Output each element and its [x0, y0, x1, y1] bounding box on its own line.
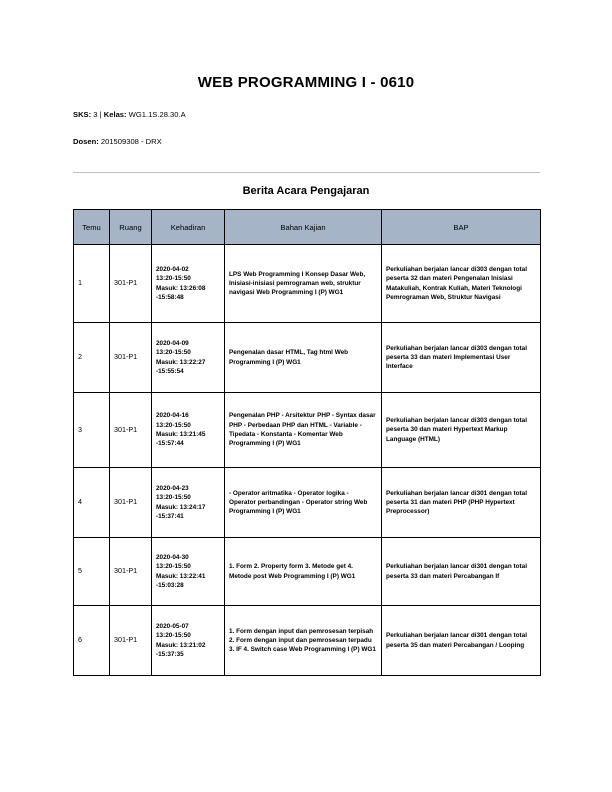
cell-bap: Perkuliahan berjalan lancar di303 dengan total peserta 30 dan materi Hypertext Markup Language (HTML) — [382, 393, 541, 468]
cell-bap: Perkuliahan berjalan lancar di301 dengan total peserta 33 dan materi Percabangan If — [382, 538, 541, 606]
cell-bap: Perkuliahan berjalan lancar di301 dengan total peserta 31 dan materi PHP (PHP Hypertext Preprocessor) — [382, 468, 541, 538]
kehadiran-line: Masuk: 13:24:17 — [156, 503, 206, 511]
kehadiran-line: -15:58:48 — [156, 293, 184, 301]
cell-ruang: 301-P1 — [110, 468, 152, 538]
dosen-value: 201509308 - DRX — [100, 137, 162, 146]
sks-label: SKS: — [73, 110, 92, 119]
cell-temu: 2 — [74, 323, 110, 393]
table-row — [74, 323, 541, 393]
cell-temu: 1 — [74, 245, 110, 323]
kehadiran-line: Masuk: 13:22:27 — [156, 358, 206, 366]
header-bap: BAP — [382, 210, 541, 245]
header-temu: Temu — [74, 210, 110, 245]
cell-bap: Perkuliahan berjalan lancar di301 dengan total peserta 35 dan materi Percabangan / Looping — [382, 606, 541, 676]
cell-ruang: 301-P1 — [110, 245, 152, 323]
header-kehadiran: Kehadiran — [152, 210, 225, 245]
kehadiran-line: -15:55:54 — [156, 367, 184, 375]
kehadiran-line: 2020-05-07 — [156, 622, 189, 630]
table-row — [74, 245, 541, 323]
kehadiran-line: 13:20-15:50 — [156, 632, 191, 640]
kehadiran-line: Masuk: 13:21:45 — [156, 431, 206, 438]
kehadiran-line: -15:03:28 — [156, 581, 184, 589]
kehadiran-line: -15:37:41 — [156, 512, 184, 520]
cell-bahan-kajian: 1. Form dengan input dan pemrosesan terpisah 2. Form dengan input dan pemrosesan terpadu 3. IF 4. Switch case Web Programming I (P) WG1 — [225, 606, 382, 676]
kehadiran-line: 13:20-15:50 — [156, 563, 191, 571]
dosen-label: Dosen: — [73, 137, 99, 146]
cell-bahan-kajian: Pengenalan PHP - Arsitektur PHP - Syntax dasar PHP - Perbedaan PHP dan HTML - Variable - Tipedata - Konstanta - Komentar Web Programming I (P) WG1 — [225, 393, 382, 468]
course-meta-dosen — [73, 137, 162, 146]
kehadiran-line: 2020-04-16 — [156, 412, 189, 420]
cell-kehadiran — [152, 538, 225, 606]
cell-ruang: 301-P1 — [110, 606, 152, 676]
kelas-label: Kelas: — [103, 110, 127, 119]
kehadiran-line: 13:20-15:50 — [156, 494, 191, 502]
kehadiran-line: -15:37:35 — [156, 650, 184, 658]
cell-kehadiran — [152, 323, 225, 393]
kehadiran-line: 2020-04-30 — [156, 553, 189, 561]
kehadiran-line: 2020-04-02 — [156, 265, 189, 273]
bap-table — [73, 209, 541, 676]
cell-ruang: 301-P1 — [110, 323, 152, 393]
section-title: Berita Acara Pengajaran — [242, 185, 370, 197]
cell-kehadiran — [152, 468, 225, 538]
cell-bahan-kajian: - Operator aritmatika - Operator logika - Operator perbandingan - Operator string Web Programming I (P) WG1 — [225, 468, 382, 538]
cell-bap: Perkuliahan berjalan lancar di303 dengan total peserta 32 dan materi Pengenalan Inisiasi Matakuliah, Kontrak Kuliah, Materi Teknologi Pemrograman Web, Struktur Navigasi — [382, 245, 541, 323]
table-row — [74, 393, 541, 468]
kehadiran-line: 13:20-15:50 — [156, 275, 191, 283]
cell-ruang: 301-P1 — [110, 538, 152, 606]
cell-bahan-kajian: Pengenalan dasar HTML, Tag html Web Programming I (P) WG1 — [225, 323, 382, 393]
cell-kehadiran — [152, 606, 225, 676]
kehadiran-line: Masuk: 13:22:41 — [156, 572, 206, 580]
header-bahan-kajian: Bahan Kajian — [225, 210, 382, 245]
cell-temu: 3 — [74, 393, 110, 468]
cell-bahan-kajian: 1. Form 2. Property form 3. Metode get 4. Metode post Web Programming I (P) WG1 — [225, 538, 382, 606]
table-row — [74, 606, 541, 676]
cell-temu: 6 — [74, 606, 110, 676]
kehadiran-line: 2020-04-09 — [156, 339, 189, 347]
course-meta-sks — [73, 110, 186, 119]
cell-temu: 5 — [74, 538, 110, 606]
kelas-value: WG1.1S.28.30.A — [128, 110, 186, 119]
sks-value: 3 — [93, 110, 98, 119]
divider — [73, 172, 540, 173]
meta-separator: | — [99, 110, 102, 119]
kehadiran-line: 13:20-15:50 — [156, 349, 191, 357]
table-row — [74, 538, 541, 606]
kehadiran-line: Masuk: 13:26:08 — [156, 284, 206, 292]
kehadiran-line: Masuk: 13:21:02 — [156, 641, 206, 649]
kehadiran-line: -15:57:44 — [156, 440, 184, 448]
cell-kehadiran — [152, 245, 225, 323]
cell-bahan-kajian: LPS Web Programming I Konsep Dasar Web, Inisiasi-inisiasi pemrograman web, struktur navigasi Web Programming I (P) WG1 — [225, 245, 382, 323]
cell-ruang: 301-P1 — [110, 393, 152, 468]
kehadiran-line: 13:20-15:50 — [156, 421, 191, 429]
cell-bap: Perkuliahan berjalan lancar di303 dengan total peserta 33 dan materi Implementasi User Interface — [382, 323, 541, 393]
cell-temu: 4 — [74, 468, 110, 538]
header-ruang: Ruang — [110, 210, 152, 245]
page-title: WEB PROGRAMMING I - 0610 — [197, 74, 415, 91]
table-header-row — [74, 210, 541, 245]
table-row — [74, 468, 541, 538]
cell-kehadiran — [152, 393, 225, 468]
kehadiran-line: 2020-04-23 — [156, 484, 189, 492]
